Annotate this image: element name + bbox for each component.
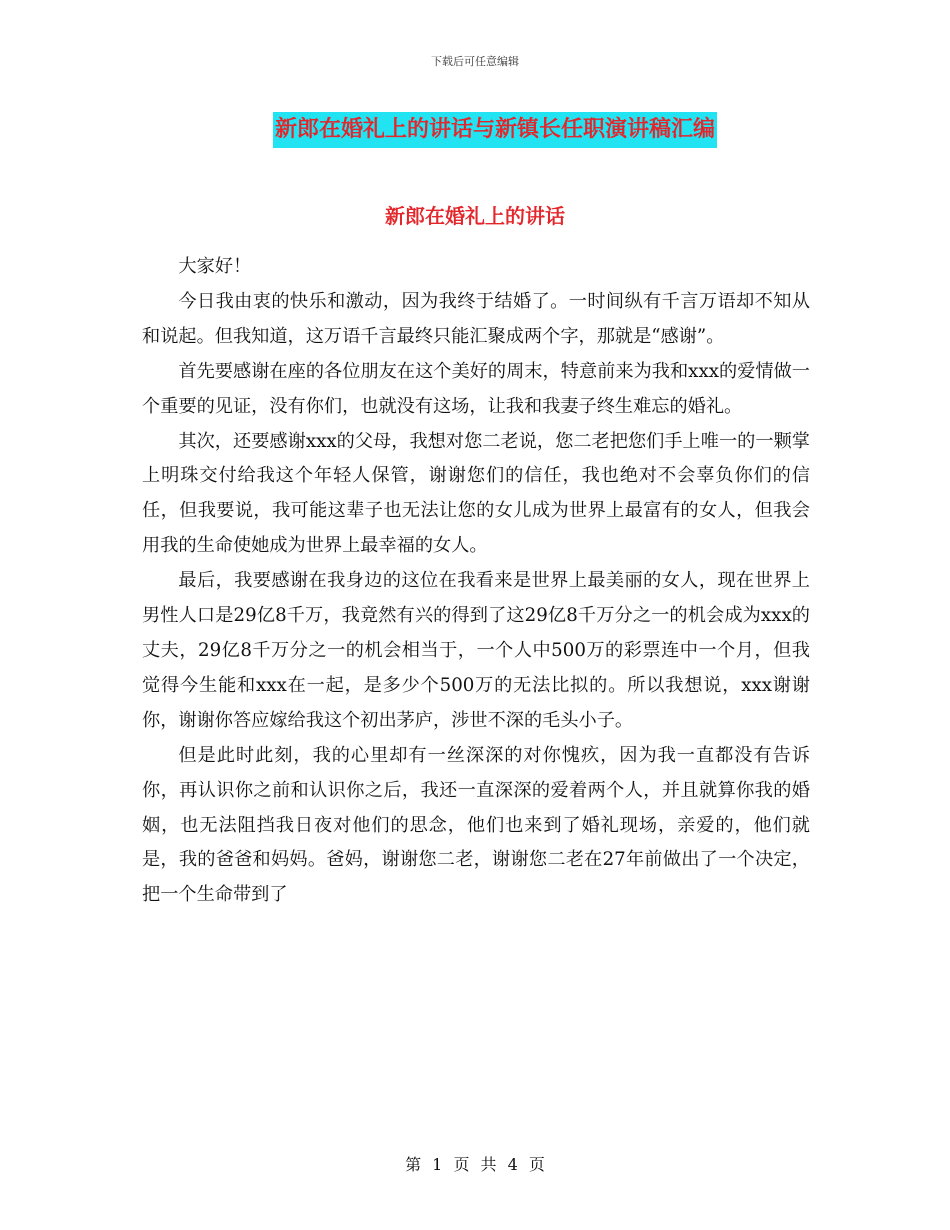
paragraph: 其次，还要感谢xxx的父母，我想对您二老说，您二老把您们手上唯一的一颗掌上明珠交付给我这个年轻人保管，谢谢您们的信任，我也绝对不会辜负你们的信任，但我要说，我可能这辈子也无法让您的女儿成为世界上最富有的女人，但我会用我的生命使她成为世界上最幸福的女人。 <box>142 430 810 557</box>
header-note: 下载后可任意编辑 <box>431 55 519 68</box>
section-title: 新郎在婚礼上的讲话 <box>385 204 565 228</box>
paragraph-greeting: 大家好！ <box>178 256 252 277</box>
paragraph: 但是此时此刻，我的心里却有一丝深深的对你愧疚，因为我一直都没有告诉你，再认识你之前和认识你之后，我还一直深深的爱着两个人，并且就算你我的婚姻，也无法阻挡我日夜对他们的思念，他们也来到了婚礼现场，亲爱的，他们就是，我的爸爸和妈妈。爸妈，谢谢您二老，谢谢您二老在27年前做出了一个决定，把一个生命带到了 <box>142 744 810 906</box>
speech-body <box>142 250 810 913</box>
paragraph: 今日我由衷的快乐和激动，因为我终于结婚了。一时间纵有千言万语却不知从和说起。但我知道，这万语千言最终只能汇聚成两个字，那就是“感谢”。 <box>142 290 810 347</box>
paragraph: 首先要感谢在座的各位朋友在这个美好的周末，特意前来为我和xxx的爱情做一个重要的见证，没有你们，也就没有这场，让我和我妻子终生难忘的婚礼。 <box>142 360 810 417</box>
main-title: 新郎在婚礼上的讲话与新镇长任职演讲稿汇编 <box>273 112 717 148</box>
main-title-wrap <box>0 112 950 148</box>
paragraph: 最后，我要感谢在我身边的这位在我看来是世界上最美丽的女人，现在世界上男性人口是29亿8千万，我竟然有兴的得到了这29亿8千万分之一的机会成为xxx的丈夫，29亿8千万分之一的机会相当于，一个人中500万的彩票连中一个月，但我觉得今生能和xxx在一起，是多少个500万的无法比拟的。所以我想说，xxx谢谢你，谢谢你答应嫁给我这个初出茅庐，涉世不深的毛头小子。 <box>142 570 810 731</box>
page-footer: 第 1 页 共 4 页 <box>405 1155 545 1174</box>
